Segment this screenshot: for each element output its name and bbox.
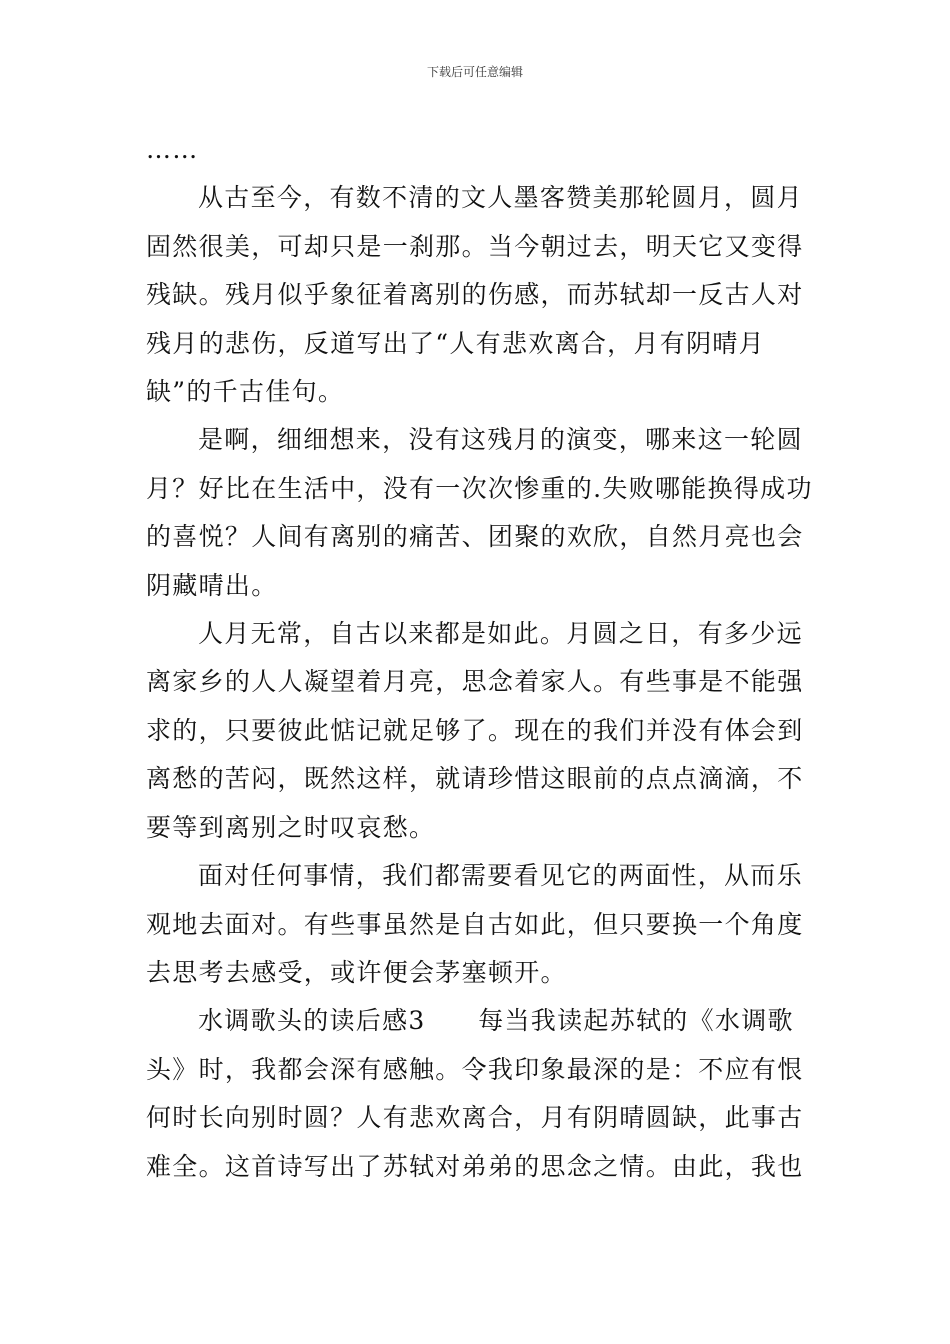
paragraph-line: 观地去面对。有些事虽然是自古如此，但只要换一个角度	[146, 909, 804, 939]
paragraph-line: 是啊，细细想来，没有这残月的演变，哪来这一轮圆	[198, 425, 803, 455]
paragraph-line: 难全。这首诗写出了苏轼对弟弟的思念之情。由此，我也	[146, 1151, 804, 1181]
paragraph-3	[146, 610, 810, 852]
paragraph-2	[146, 416, 813, 610]
paragraph-line: 固然很美，可却只是一刹那。当今朝过去，明天它又变得	[146, 231, 804, 261]
paragraph-4	[146, 852, 810, 997]
paragraph-line: 残缺。残月似乎象征着离别的伤感，而苏轼却一反古人对	[146, 280, 804, 310]
paragraph-line: 去思考去感受，或许便会茅塞顿开。	[146, 957, 567, 987]
paragraph-line: 何时长向别时圆？人有悲欢离合，月有阴晴圆缺，此事古	[146, 1103, 804, 1133]
document-body	[146, 126, 813, 1191]
paragraph-line: 离愁的苦闷，既然这样，就请珍惜这眼前的点点滴滴，不	[146, 764, 804, 794]
paragraph-1	[146, 174, 810, 416]
paragraph-line: 面对任何事情，我们都需要看见它的两面性，从而乐	[198, 861, 803, 891]
paragraph-line: 阴藏晴出。	[146, 570, 278, 600]
paragraph-line: 要等到离别之时叹哀愁。	[146, 812, 436, 842]
paragraph-line: 缺”的千古佳句。	[146, 377, 345, 407]
paragraph-line: 头》时，我都会深有感触。令我印象最深的是：不应有恨	[146, 1054, 804, 1084]
paragraph-5	[146, 997, 810, 1191]
page-header: 下载后可任意编辑	[426, 65, 523, 79]
paragraph-line: 的喜悦？人间有离别的痛苦、团聚的欢欣，自然月亮也会	[146, 522, 804, 552]
paragraph-line: 月？好比在生活中，没有一次次惨重的.失败哪能换得成功	[146, 473, 813, 503]
paragraph-line: 求的，只要彼此惦记就足够了。现在的我们并没有体会到	[146, 715, 804, 745]
paragraph-line: 从古至今，有数不清的文人墨客赞美那轮圆月，圆月	[198, 183, 803, 213]
paragraph-line: 水调歌头的读后感3 每当我读起苏轼的《水调歌	[198, 1006, 794, 1036]
ellipsis-line: ……	[146, 135, 199, 164]
paragraph-line: 残月的悲伤，反道写出了“人有悲欢离合，月有阴晴月	[146, 328, 765, 358]
paragraph-line: 人月无常，自古以来都是如此。月圆之日，有多少远	[198, 619, 803, 649]
paragraph-line: 离家乡的人人凝望着月亮，思念着家人。有些事是不能强	[146, 667, 804, 697]
